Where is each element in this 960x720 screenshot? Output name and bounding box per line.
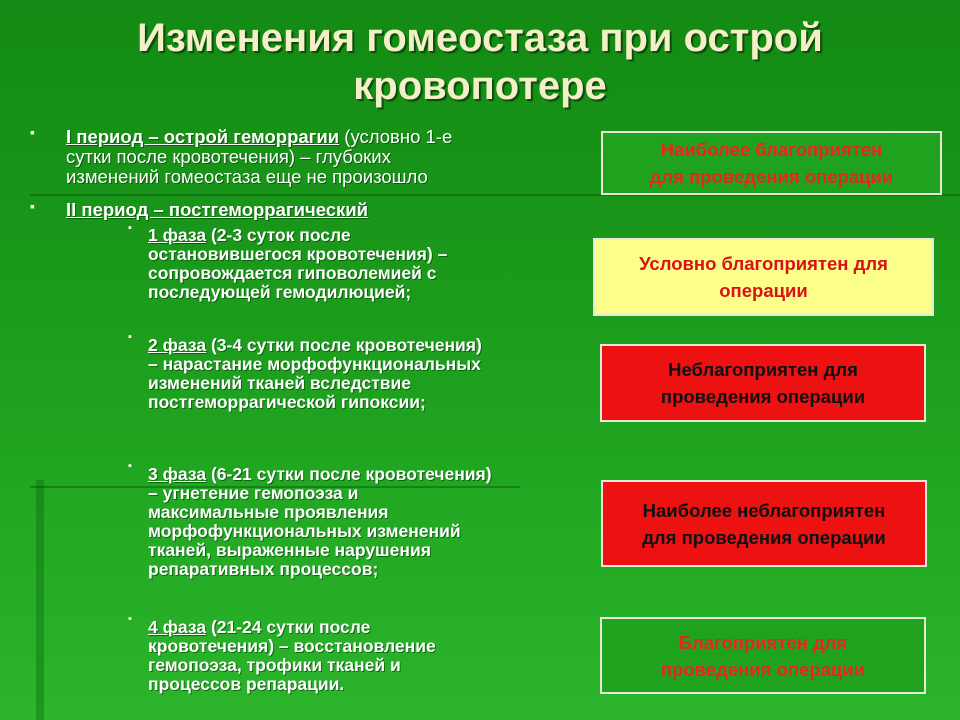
phase-1-item — [148, 226, 578, 302]
phase-2-line: изменений тканей вследствие — [148, 373, 412, 393]
sub-bullet-icon: ▪ — [128, 222, 132, 234]
period-2-item — [66, 200, 586, 220]
box-text: проведения операции — [660, 658, 866, 680]
slide-title — [0, 14, 960, 110]
phase-4-label: 4 фаза — [148, 617, 207, 637]
phase-2-label: 2 фаза — [148, 335, 207, 355]
period-1-heading: I период – острой геморрагии — [66, 126, 340, 147]
phase-2-line: постгеморрагической гипоксии; — [148, 392, 426, 412]
bullet-icon: ▪ — [30, 198, 35, 214]
phase-1-line: сопровождается гиповолемией с — [148, 263, 437, 283]
period-1-item — [66, 127, 586, 187]
phase-4-line: кровотечения) – восстановление — [148, 636, 436, 656]
phase-2-line: – нарастание морфофункциональных — [148, 354, 481, 374]
phase-3-line: репаративных процессов; — [148, 559, 379, 579]
bullet-icon: ▪ — [30, 124, 35, 140]
phase-3-line: тканей, выраженные нарушения — [148, 540, 431, 560]
box-text: для проведения операции — [649, 166, 894, 187]
sub-bullet-icon: ▪ — [128, 460, 132, 472]
sub-bullet-icon: ▪ — [128, 613, 132, 625]
sub-bullet-icon: ▪ — [128, 331, 132, 343]
phase-3-line: морфофункциональных изменений — [148, 521, 461, 541]
assessment-box — [593, 238, 934, 316]
phase-4-item — [148, 618, 578, 694]
phase-4-line: процессов репарации. — [148, 674, 345, 694]
phase-3-line: (6-21 сутки после кровотечения) — [210, 464, 492, 484]
assessment-box — [601, 131, 942, 195]
box-text: проведения операции — [660, 386, 866, 407]
phase-1-line: последующей гемодилюцией; — [148, 282, 412, 302]
phase-1-label: 1 фаза — [148, 225, 207, 245]
phase-3-line: максимальные проявления — [148, 502, 389, 522]
phase-3-line: – угнетение гемопоэза и — [148, 483, 359, 503]
assessment-box — [600, 344, 926, 422]
period-1-text-1: (условно 1-е — [344, 126, 453, 147]
box-text: операции — [719, 280, 808, 301]
box-text: Наиболее неблагоприятен — [642, 499, 886, 521]
title-line-1: Изменения гомеостаза при острой — [137, 16, 823, 60]
period-1-text-2: сутки после кровотечения) – глубоких — [66, 146, 391, 167]
period-2-heading: II период – постгеморрагический — [66, 199, 369, 220]
box-text: Наиболее благоприятен — [660, 139, 883, 160]
title-line-2: кровопотере — [353, 64, 607, 108]
box-text: для проведения операции — [642, 526, 886, 548]
box-text: Неблагоприятен для — [668, 359, 858, 380]
period-1-text-3: изменений гомеостаза еще не произошло — [66, 166, 428, 187]
phase-2-item — [148, 336, 578, 412]
phase-3-label: 3 фаза — [148, 464, 207, 484]
phase-1-line: (2-3 суток после — [210, 225, 351, 245]
box-text: Благоприятен для — [678, 631, 848, 653]
assessment-box — [601, 480, 927, 567]
phase-4-line: (21-24 сутки после — [210, 617, 371, 637]
phase-4-line: гемопоэза, трофики тканей и — [148, 655, 401, 675]
phase-1-line: остановившегося кровотечения) – — [148, 244, 448, 264]
assessment-box — [600, 617, 926, 694]
phase-3-item — [148, 465, 588, 579]
phase-2-line: (3-4 сутки после кровотечения) — [210, 335, 482, 355]
box-text: Условно благоприятен для — [639, 253, 888, 274]
decor-stripe — [36, 480, 44, 720]
